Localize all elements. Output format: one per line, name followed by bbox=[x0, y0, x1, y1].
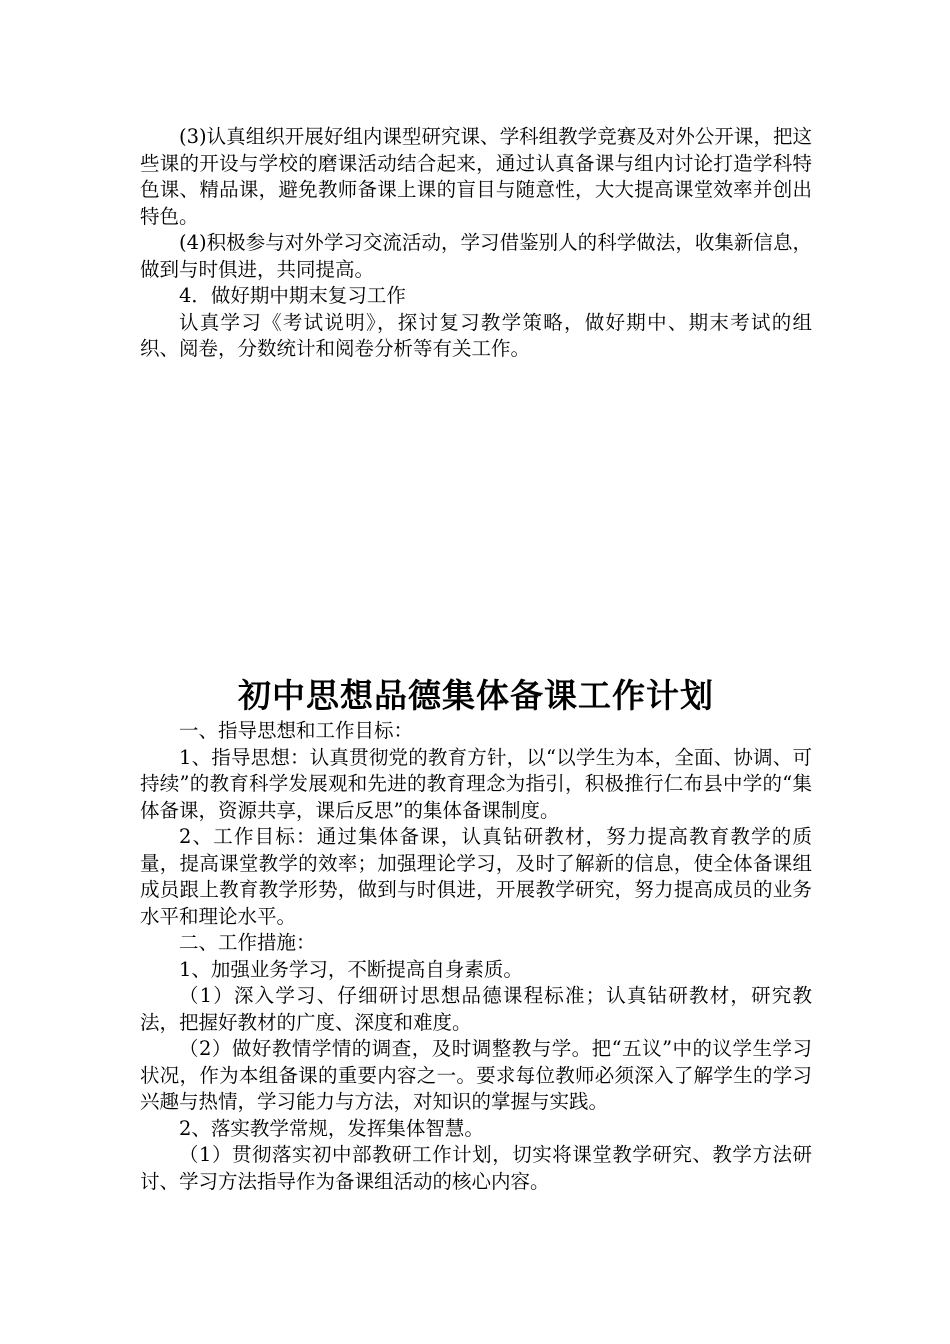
subheading-teaching-routine: 2、落实教学常规，发挥集体智慧。 bbox=[179, 1116, 484, 1140]
heading-work-measures: 二、工作措施： bbox=[179, 931, 316, 954]
paragraph-student-survey: （2）做好教情学情的调查，及时调整教与学。把“五议”中的议学生学习状况，作为本组备课的重要内容之一。要求每位教师必须深入了解学生的学习兴趣与热情，学习能力与方法，对知识的掌握与实践。 bbox=[140, 1037, 812, 1113]
paragraph-work-goal: 2、工作目标：通过集体备课，认真钻研教材，努力提高教育教学的质量，提高课堂教学的效率；加强理论学习，及时了解新的信息，使全体备课组成员跟上教育教学形势，做到与时俱进，开展教学研究，努力提高成员的业务水平和理论水平。 bbox=[140, 825, 812, 928]
subheading-business-study: 1、加强业务学习，不断提高自身素质。 bbox=[179, 957, 523, 981]
document-title: 初中思想品德集体备课工作计划 bbox=[238, 676, 714, 715]
paragraph-external-exchange: (4)积极参与对外学习交流活动，学习借鉴别人的科学做法，收集新信息，做到与时俱进，共同提高。 bbox=[140, 231, 812, 281]
paragraph-guiding-thought: 1、指导思想：认真贯彻党的教育方针，以“以学生为本，全面、协调、可持续”的教育科学发展观和先进的教育理念为指引，积极推行仁布县中学的“集体备课，资源共享，课后反思”的集体备课制度。 bbox=[140, 745, 812, 822]
paragraph-open-class-research: (3)认真组织开展好组内课型研究课、学科组教学竞赛及对外公开课，把这些课的开设与学校的磨课活动结合起来，通过认真备课与组内讨论打造学科特色课、精品课，避免教师备课上课的盲目与随意性，大大提高课堂效率并创出特色。 bbox=[140, 125, 812, 228]
paragraph-exam-review: 认真学习《考试说明》，探讨复习教学策略，做好期中、期末考试的组织、阅卷，分数统计和阅卷分析等有关工作。 bbox=[140, 310, 812, 360]
heading-guiding-thought: 一、指导思想和工作目标： bbox=[179, 719, 414, 742]
paragraph-curriculum-study: （1）深入学习、仔细研讨思想品德课程标准；认真钻研教材，研究教法，把握好教材的广度、深度和难度。 bbox=[140, 984, 812, 1034]
paragraph-teaching-research: （1）贯彻落实初中部教研工作计划，切实将课堂教学研究、教学方法研讨、学习方法指导作为备课组活动的核心内容。 bbox=[140, 1143, 812, 1193]
document-section-previous-page bbox=[140, 124, 812, 363]
document-section-plan bbox=[140, 674, 812, 1195]
heading-exam-review: 4．做好期中期末复习工作 bbox=[179, 284, 406, 307]
